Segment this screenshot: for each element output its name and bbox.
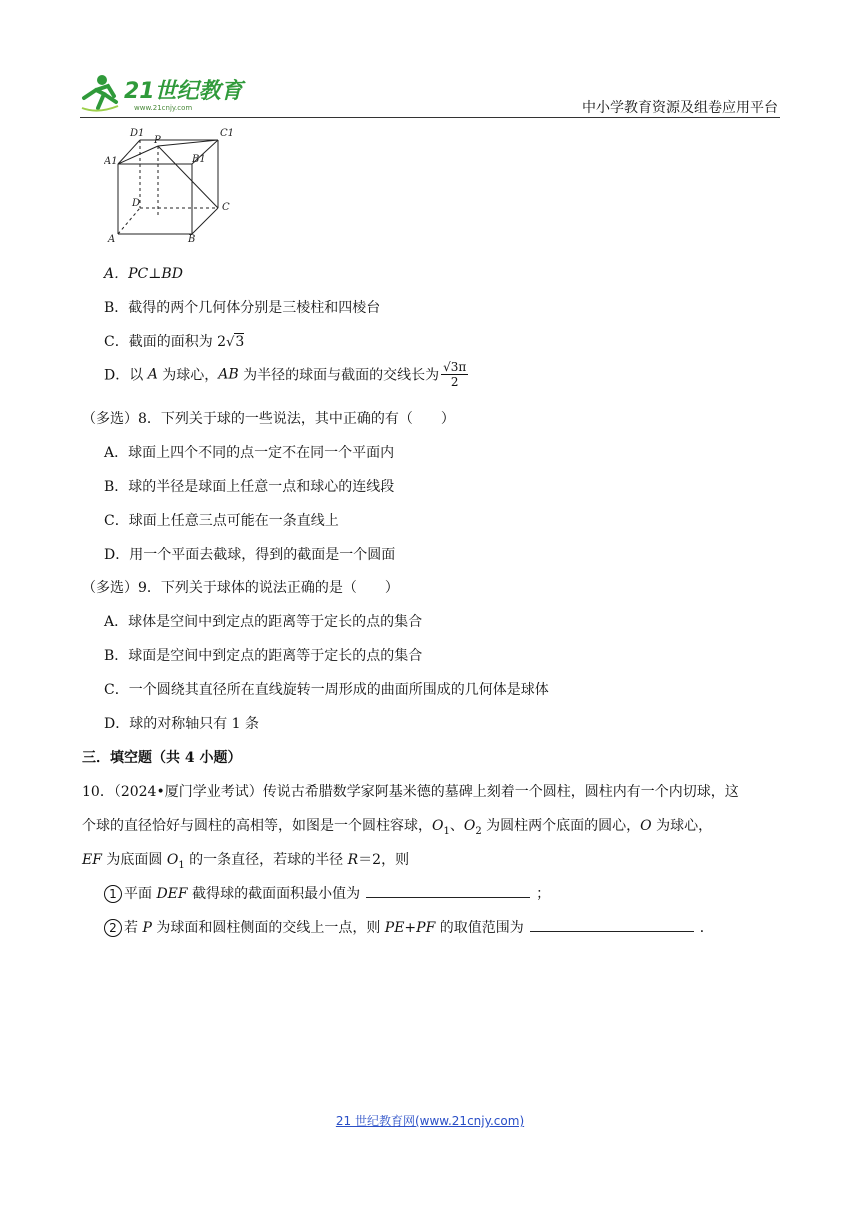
label-A: A: [108, 234, 116, 245]
circled-number-icon: 1: [104, 885, 122, 903]
platform-title: 中小学教育资源及组卷应用平台: [582, 100, 778, 116]
label-A1: A1: [104, 156, 118, 167]
label-C1: C1: [220, 128, 234, 139]
logo-url: www.21cnjy.com: [134, 104, 193, 112]
label-P: P: [154, 135, 161, 146]
q7-option-a: A．PC⊥BD: [104, 266, 183, 282]
q8-stem: （多选）8．下列关于球的一些说法，其中正确的有（ ）: [82, 411, 455, 427]
q9-option-d: D．球的对称轴只有 1 条: [104, 716, 260, 732]
cube-figure: [104, 124, 234, 248]
footer-link[interactable]: 21 世纪教育网(www.21cnjy.com): [335, 1114, 525, 1128]
q9-option-c: C．一个圆绕其直径所在直线旋转一周形成的曲面所围成的几何体是球体: [104, 682, 549, 698]
label-B1: B1: [192, 154, 206, 165]
logo: [78, 68, 248, 114]
label-D: D: [132, 198, 141, 209]
q9-option-a: A．球体是空间中到定点的距离等于定长的点的集合: [104, 614, 423, 630]
q8-option-d: D．用一个平面去截球，得到的截面是一个圆面: [104, 547, 396, 563]
q10-line-3: EF 为底面圆 $O_1$ 的一条直径，若球的半径 R＝2，则: [82, 852, 410, 871]
q9-stem: （多选）9．下列关于球体的说法正确的是（ ）: [82, 580, 399, 596]
q8-option-a: A．球面上四个不同的点一定不在同一个平面内: [104, 445, 395, 461]
logo-runner-icon: [78, 68, 248, 114]
q7-option-c: C．截面的面积为 2√3: [104, 334, 245, 350]
section-title: 三．填空题（共 4 小题）: [82, 750, 242, 766]
label-D1: D1: [130, 128, 145, 139]
q9-option-b: B．球面是空间中到定点的距离等于定长的点的集合: [104, 648, 423, 664]
answer-blank-1[interactable]: [366, 883, 530, 898]
label-B: B: [188, 234, 196, 245]
q8-option-b: B．球的半径是球面上任意一点和球心的连线段: [104, 479, 395, 495]
q10-line-2: 个球的直径恰好与圆柱的高相等，如图是一个圆柱容球，$O_1$、$O_2$ 为圆柱两个底面的圆心，O 为球心，: [82, 818, 713, 837]
page-footer: [0, 1112, 860, 1129]
circled-number-icon: 2: [104, 919, 122, 937]
q7-option-b: B．截得的两个几何体分别是三棱柱和四棱台: [104, 300, 381, 316]
q8-option-c: C．球面上任意三点可能在一条直线上: [104, 513, 339, 529]
cube-diagram: [104, 124, 234, 248]
fraction: $\frac{√3\pi}{2}$: [443, 360, 467, 389]
logo-text: 21世纪教育: [124, 79, 243, 104]
q7-option-d: D．以 A 为球心，AB 为半径的球面与截面的交线长为 $\frac{√3\pi}{2}$: [104, 360, 467, 389]
q10-subquestion-2: 2 若 P 为球面和圆柱侧面的交线上一点，则 PE+PF 的取值范围为 ．: [104, 917, 714, 937]
label-C: C: [222, 202, 230, 213]
answer-blank-2[interactable]: [530, 917, 694, 932]
q10-subquestion-1: 1 平面 DEF 截得球的截面面积最小值为 ；: [104, 883, 550, 903]
q10-line-1: 10．（2024•厦门学业考试）传说古希腊数学家阿基米德的墓碑上刻着一个圆柱，圆柱内有一个内切球，这: [82, 784, 739, 800]
header-divider: [80, 117, 780, 118]
page-header: [0, 0, 860, 120]
